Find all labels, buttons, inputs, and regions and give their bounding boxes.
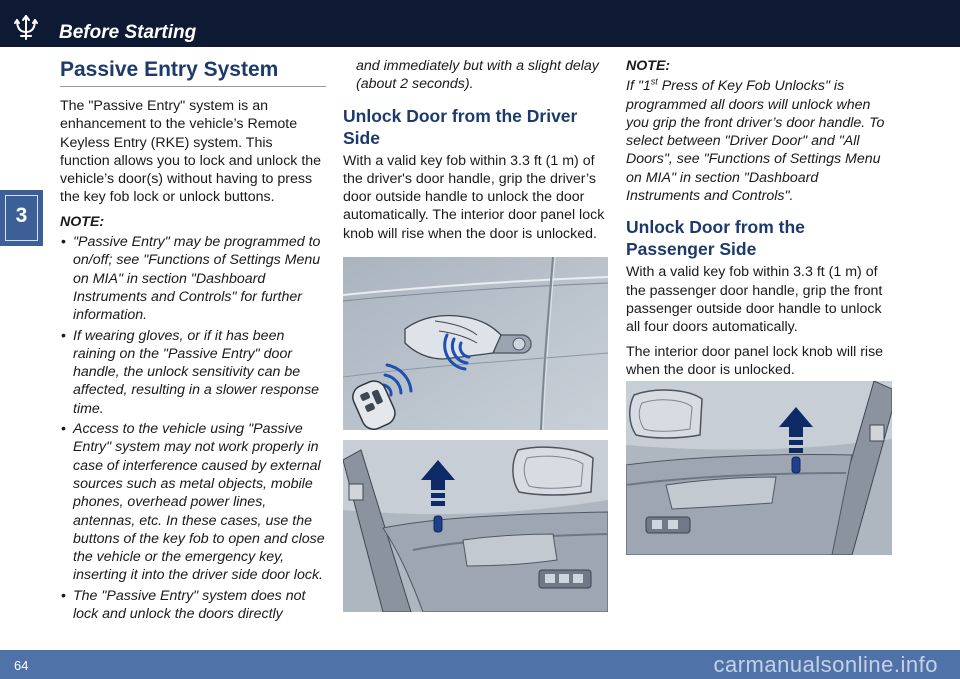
section-title: Before Starting — [59, 22, 197, 43]
chapter-tab — [0, 190, 43, 246]
passenger-side-paragraph: With a valid key fob within 3.3 ft (1 m) of the passenger door handle, grip the front passenger outside door handle to unlock all four doors automatically. — [626, 264, 883, 336]
page-number: 64 — [14, 658, 29, 673]
heading-passive-entry: Passive Entry System — [60, 57, 326, 87]
intro-paragraph: The "Passive Entry" system is an enhancement to the vehicle’s Remote Keyless Entry (RKE) system. This function allows you to lock and unlock the vehicle’s door(s) without having to press the key fob lock or unlock buttons. — [60, 98, 322, 206]
figure-driver-handle-grip — [343, 257, 608, 430]
figure-driver-lock-knob — [343, 440, 608, 612]
note-item: • "Passive Entry" may be programmed to on/off; see "Functions of Settings Menu on MIA" in section "Dashboard Instruments and Controls" for further information. — [60, 233, 326, 324]
note-paragraph: If "1st Press of Key Fob Unlocks" is programmed all doors will unlock when you grip the front driver’s door handle. To select between "Driver Door" and "All Doors", see "Functions of Settings Menu on MIA" in section "Dashboard Instruments and Controls". — [626, 76, 885, 205]
note-item: • The "Passive Entry" system does not lock and unlock the doors directly — [60, 587, 326, 624]
driver-side-paragraph: With a valid key fob within 3.3 ft (1 m) of the driver's door handle, grip the driver’s door outside handle to unlock the door automatically. The interior door panel lock knob will rise when the door is unlocked. — [343, 152, 605, 242]
column-left — [60, 57, 326, 625]
watermark: carmanualsonline.info — [713, 652, 938, 677]
note-continuation: and immediately but with a slight delay (about 2 seconds). — [356, 58, 599, 93]
note-list — [60, 233, 326, 623]
figure-passenger-lock-knob — [626, 381, 892, 555]
lock-knob-paragraph: The interior door panel lock knob will rise when the door is unlocked. — [626, 343, 884, 378]
note-item: • If wearing gloves, or if it has been raining on the "Passive Entry" door handle, the unlock sensitivity can be affected, resulting in a slower response time. — [60, 327, 326, 418]
column-middle — [343, 57, 609, 249]
heading-unlock-passenger-side: Unlock Door from the Passenger Side — [626, 217, 805, 260]
trident-logo-icon — [10, 10, 42, 42]
note-label: NOTE: — [60, 213, 105, 230]
footer-bar — [0, 650, 960, 679]
note-label: NOTE: — [626, 58, 671, 74]
note-item: • Access to the vehicle using "Passive Entry" system may not work properly in case of interference caused by external sources such as metal objects, mobile phones, overhead power lines, antennas, etc. In these cases, use the buttons of the key fob to open and close the vehicle or the emergency key, inserting it into the driver side door lock. — [60, 420, 326, 585]
heading-unlock-driver-side: Unlock Door from the Driver Side — [343, 105, 578, 148]
column-right — [626, 57, 894, 385]
chapter-number: 3 — [15, 204, 28, 227]
header-bar — [0, 0, 960, 47]
